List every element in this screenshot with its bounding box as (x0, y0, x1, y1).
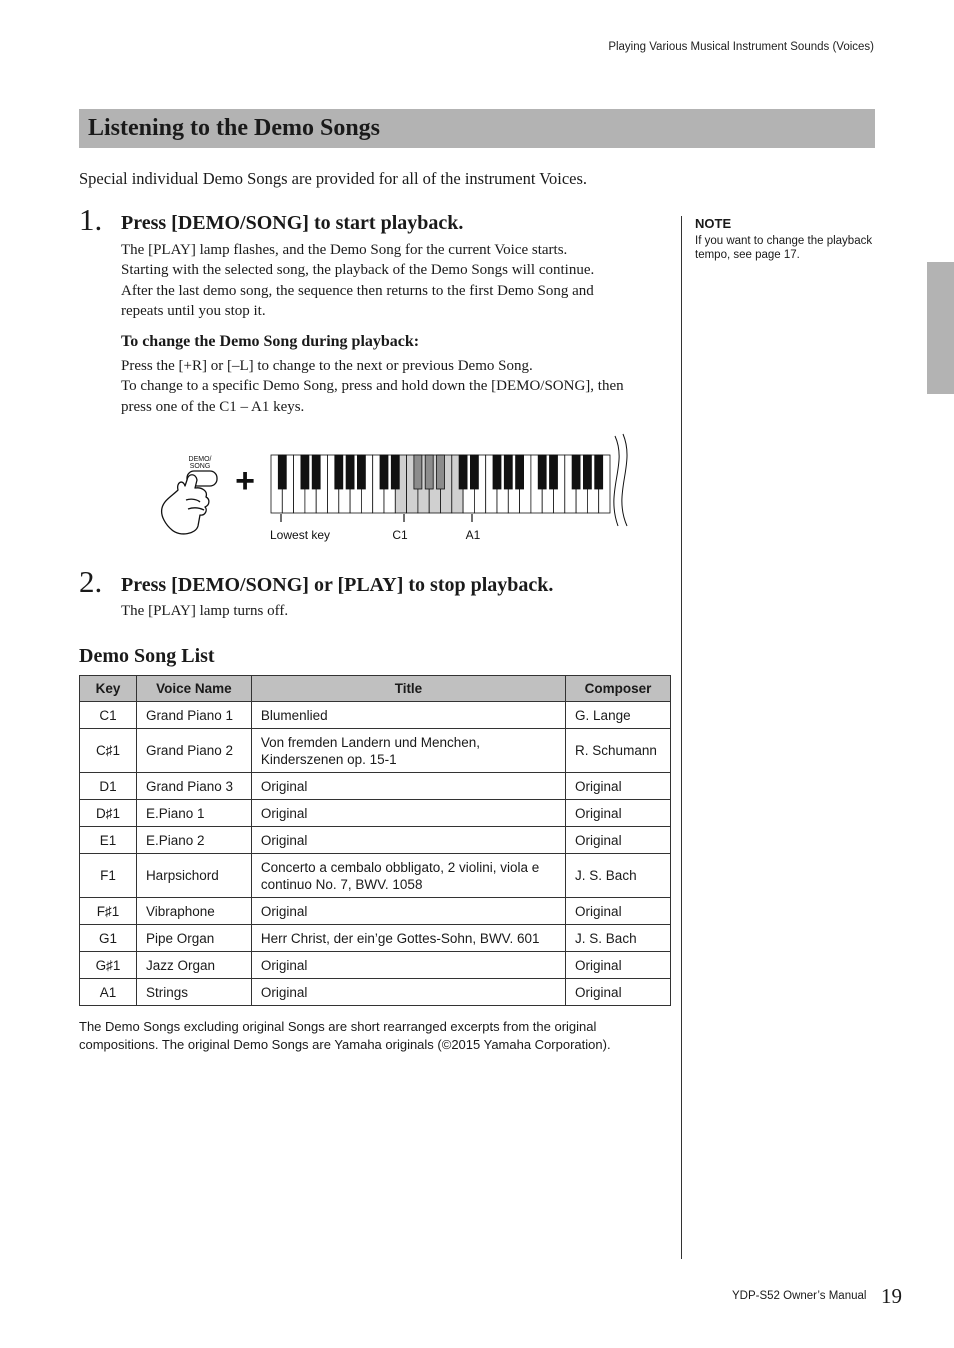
cell-title: Concerto a cembalo obbligato, 2 violini, viola e continuo No. 7, BWV. 1058 (251, 854, 565, 898)
cell-key: A1 (80, 979, 137, 1006)
cell-composer: Original (566, 800, 671, 827)
table-row (80, 925, 671, 952)
table-row (80, 773, 671, 800)
chapter-side-tab (927, 262, 954, 394)
black-key (550, 455, 558, 489)
cell-key: G1 (80, 925, 137, 952)
demo-song-button-label-2: SONG (189, 463, 211, 470)
note-label: NOTE (695, 216, 732, 231)
black-key (583, 455, 591, 489)
table-row (80, 979, 671, 1006)
step-1-title: Press [DEMO/SONG] to start playback. (121, 212, 464, 234)
black-key (312, 455, 320, 489)
note-text: If you want to change the playback tempo, see page 17. (695, 235, 873, 261)
table-row (80, 854, 671, 898)
piano-keys (271, 455, 610, 513)
keyboard-figure (150, 430, 650, 550)
black-key (391, 455, 399, 489)
step-2-title: Press [DEMO/SONG] or [PLAY] to stop playback. (121, 574, 554, 596)
change-song-line: Press the [+R] or [–L] to change to the next or previous Demo Song. (121, 358, 533, 374)
change-song-line: press one of the C1 – A1 keys. (121, 398, 305, 415)
cell-key: F1 (80, 854, 137, 898)
cell-title: Von fremden Landern und Menchen, Kinderszenen op. 15-1 (251, 729, 565, 773)
step-1-line: Starting with the selected song, the playback of the Demo Songs will continue. (121, 262, 595, 279)
cut-line-icon (622, 434, 627, 526)
cell-composer: J. S. Bach (566, 854, 671, 898)
black-key (595, 455, 603, 489)
lowest-key-label: Lowest key (270, 528, 331, 542)
cell-voice: Jazz Organ (136, 952, 251, 979)
cell-key: G♯1 (80, 952, 137, 979)
table-body (80, 702, 671, 1006)
cell-voice: E.Piano 1 (136, 800, 251, 827)
cell-title: Original (251, 952, 565, 979)
black-key (470, 455, 478, 489)
demo-songs-footnote: The Demo Songs excluding original Songs are short rearranged excerpts from the original compositions. The original Demo Songs are Yamaha originals (©2015 Yamaha Corporation). (79, 1019, 611, 1052)
a1-label: A1 (465, 528, 481, 542)
step-1-line: The [PLAY] lamp flashes, and the Demo Song for the current Voice starts. (121, 242, 568, 258)
step-1-line: repeats until you stop it. (121, 302, 266, 319)
cell-voice: E.Piano 2 (136, 827, 251, 854)
cell-composer: Original (566, 898, 671, 925)
demo-song-table (79, 675, 671, 1006)
intro-paragraph: Special individual Demo Songs are provided for all of the instrument Voices. (79, 169, 588, 188)
cell-title: Original (251, 800, 565, 827)
black-key (357, 455, 365, 489)
black-key (572, 455, 580, 489)
section-title: Listening to the Demo Songs (88, 115, 381, 141)
step-1-description (121, 240, 594, 321)
cell-composer: R. Schumann (566, 729, 671, 773)
column-header-title: Title (251, 676, 565, 702)
c1-label: C1 (392, 528, 408, 542)
step-1-line: After the last demo song, the sequence then returns to the first Demo Song and (121, 282, 594, 299)
section-title-bar (79, 109, 875, 148)
cell-composer: Original (566, 979, 671, 1006)
black-key (425, 455, 433, 489)
black-key (437, 455, 445, 489)
cell-composer: G. Lange (566, 702, 671, 729)
cell-key: F♯1 (80, 898, 137, 925)
step-2-number: 2. (79, 564, 103, 599)
cell-key: D♯1 (80, 800, 137, 827)
change-song-line: To change to a specific Demo Song, press and hold down the [DEMO/SONG], then (121, 378, 624, 395)
table-row (80, 800, 671, 827)
cell-voice: Grand Piano 3 (136, 773, 251, 800)
cell-key: C1 (80, 702, 137, 729)
column-header-voice: Voice Name (136, 676, 251, 702)
cut-line-icon (614, 436, 619, 526)
table-header-row (80, 676, 671, 702)
cell-title: Herr Christ, der ein’ge Gottes-Sohn, BWV. 601 (251, 925, 565, 952)
step-1-number: 1. (79, 202, 103, 237)
cell-composer: Original (566, 952, 671, 979)
cell-title: Original (251, 773, 565, 800)
cell-composer: J. S. Bach (566, 925, 671, 952)
cell-key: D1 (80, 773, 137, 800)
cell-voice: Strings (136, 979, 251, 1006)
black-key (504, 455, 512, 489)
change-song-subheading: To change the Demo Song during playback: (121, 333, 420, 350)
running-header: Playing Various Musical Instrument Sounds (Voices) (608, 41, 874, 53)
step-2-description: The [PLAY] lamp turns off. (121, 603, 289, 619)
cell-voice: Vibraphone (136, 898, 251, 925)
black-key (335, 455, 343, 489)
cell-voice: Grand Piano 2 (136, 729, 251, 773)
cell-composer: Original (566, 773, 671, 800)
table-row (80, 952, 671, 979)
black-key (516, 455, 524, 489)
cell-voice: Grand Piano 1 (136, 702, 251, 729)
column-divider (681, 216, 682, 1259)
cell-key: E1 (80, 827, 137, 854)
cell-voice: Pipe Organ (136, 925, 251, 952)
cell-title: Original (251, 827, 565, 854)
footer-manual-title: YDP-S52 Owner’s Manual (732, 1290, 867, 1302)
cell-title: Original (251, 979, 565, 1006)
cell-title: Original (251, 898, 565, 925)
black-key (538, 455, 546, 489)
cell-title: Blumenlied (251, 702, 565, 729)
demo-song-list-title: Demo Song List (79, 645, 215, 667)
column-header-composer: Composer (566, 676, 671, 702)
table-row (80, 827, 671, 854)
table-row (80, 898, 671, 925)
black-key (380, 455, 388, 489)
black-key (278, 455, 286, 489)
note-box (695, 216, 885, 262)
demo-song-button-label-1: DEMO/ (188, 456, 212, 463)
cell-composer: Original (566, 827, 671, 854)
cell-voice: Harpsichord (136, 854, 251, 898)
column-header-key: Key (80, 676, 137, 702)
black-key (346, 455, 354, 489)
black-key (493, 455, 501, 489)
black-key (301, 455, 309, 489)
plus-sign: + (235, 462, 255, 500)
change-song-description (121, 356, 624, 417)
page-number: 19 (881, 1284, 902, 1308)
cell-key: C♯1 (80, 729, 137, 773)
black-key (414, 455, 422, 489)
table-row (80, 729, 671, 773)
black-key (459, 455, 467, 489)
table-row (80, 702, 671, 729)
